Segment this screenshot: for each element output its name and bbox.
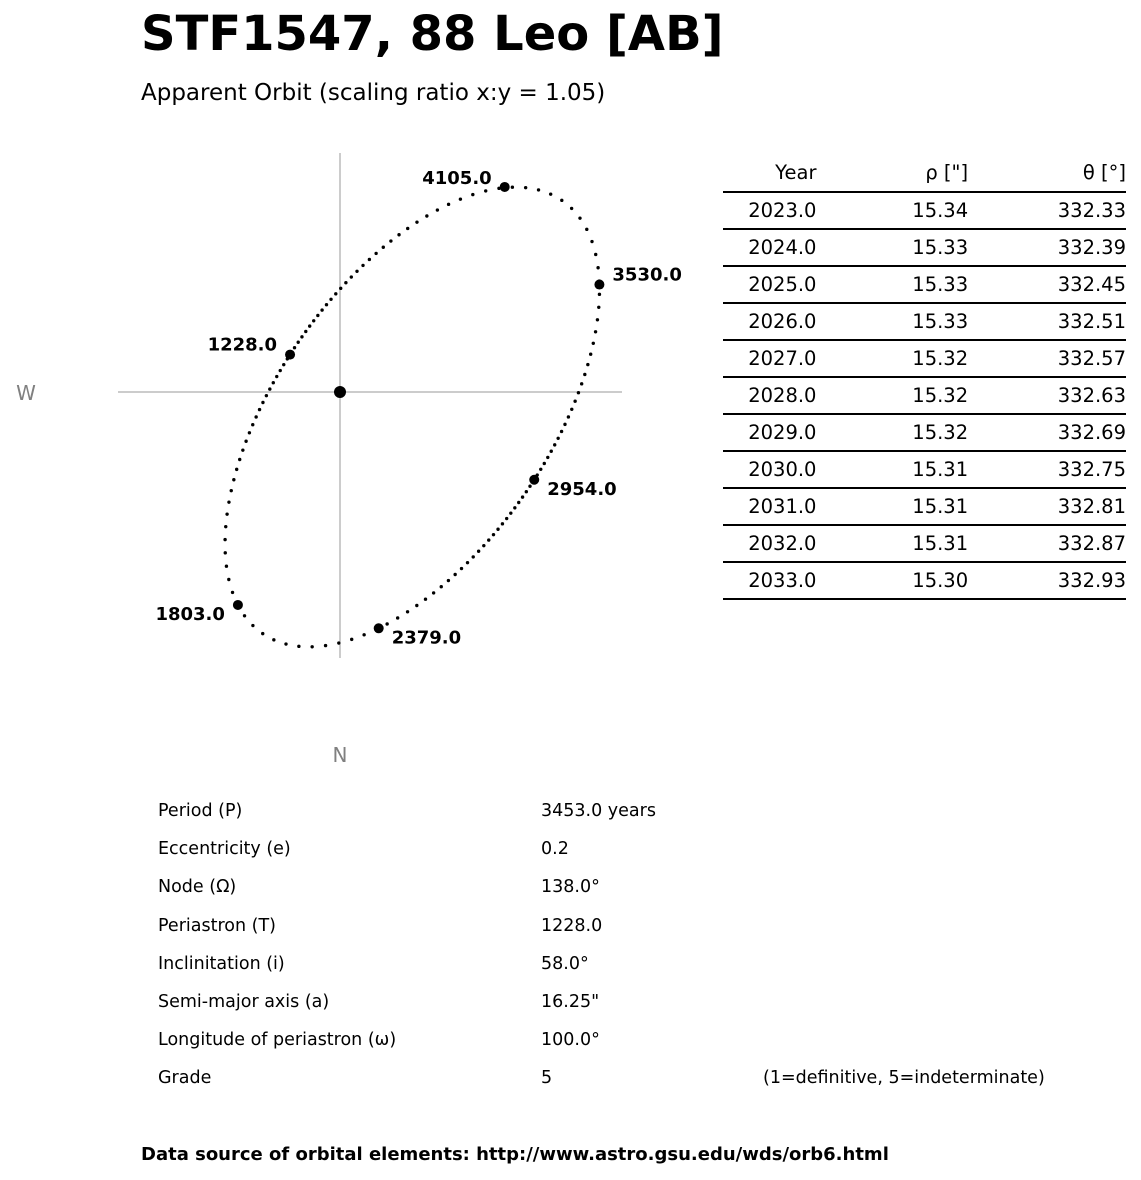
element-value: 58.0° <box>541 953 589 974</box>
orbit-path-dot <box>472 555 475 558</box>
orbit-path-dot <box>511 185 514 188</box>
orbit-path-dot <box>537 188 540 191</box>
ephemeris-row <box>723 340 1126 377</box>
epoch-marker <box>285 350 295 360</box>
orbit-path-dot <box>580 382 583 385</box>
ephemeris-year-cell: 2029.0 <box>723 414 816 451</box>
orbit-path-dot <box>447 203 450 206</box>
orbit-path-dot <box>556 437 559 440</box>
element-label: Eccentricity (e) <box>158 839 291 860</box>
ephemeris-year-cell: 2023.0 <box>723 192 816 229</box>
orbit-path-dot <box>590 240 593 243</box>
orbit-path-dot <box>578 216 581 219</box>
west-label: W <box>16 381 36 405</box>
header-rho: ρ ["] <box>816 154 968 192</box>
orbit-path-dot <box>440 585 443 588</box>
element-label: Inclinitation (i) <box>158 953 285 974</box>
element-label: Period (P) <box>158 801 243 821</box>
ephemeris-rho-cell: 15.31 <box>816 525 968 562</box>
orbit-path-dot <box>241 448 244 451</box>
orbit-path-dot <box>560 430 563 433</box>
orbit-path-dot <box>415 220 418 223</box>
orbit-path-dot <box>549 192 552 195</box>
orbit-path-dot <box>389 239 392 242</box>
orbit-path-dot <box>334 292 337 295</box>
orbit-path-dot <box>550 450 553 453</box>
ephemeris-row <box>723 266 1126 303</box>
orbit-path-dot <box>492 533 495 536</box>
orbit-path-dot <box>596 266 599 269</box>
orbit-path-dot <box>355 270 358 273</box>
orbit-path-dot <box>460 567 463 570</box>
element-note: (1=definitive, 5=indeterminate) <box>763 1068 1045 1089</box>
ephemeris-rho-cell: 15.30 <box>816 562 968 599</box>
orbit-path-dot <box>300 335 303 338</box>
orbit-path-dot <box>238 458 241 461</box>
orbit-path-dot <box>385 622 388 625</box>
orbit-path-dot <box>505 517 508 520</box>
orbit-path-dot <box>496 528 499 531</box>
orbit-path-dot <box>258 408 261 411</box>
orbit-path-dot <box>339 287 342 290</box>
orbit-path-dot <box>570 408 573 411</box>
orbit-path-dot <box>521 495 524 498</box>
ephemeris-theta-cell: 332.39 <box>968 229 1126 266</box>
orbit-path-dot <box>570 207 573 210</box>
epoch-label: 2954.0 <box>547 478 617 500</box>
orbit-path-dot <box>539 468 542 471</box>
orbit-path-dot <box>223 538 226 541</box>
ephemeris-theta-cell: 332.63 <box>968 377 1126 414</box>
chart-subtitle: Apparent Orbit (scaling ratio x:y = 1.05) <box>141 80 606 106</box>
orbit-path-dot <box>251 423 254 426</box>
orbit-path-dot <box>227 500 230 503</box>
orbit-path-dot <box>268 387 271 390</box>
orbit-path-dot <box>243 614 246 617</box>
ephemeris-rho-cell: 15.32 <box>816 414 968 451</box>
ephemeris-theta-cell: 332.75 <box>968 451 1126 488</box>
orbit-path-dot <box>577 391 580 394</box>
ephemeris-theta-cell: 332.93 <box>968 562 1126 599</box>
element-value: 3453.0 years <box>541 801 656 821</box>
orbit-path-dot <box>589 353 592 356</box>
orbit-path-dot <box>573 399 576 402</box>
orbit-path-dot <box>254 415 257 418</box>
orbit-path-dot <box>350 638 353 641</box>
orbit-path-dot <box>225 565 228 568</box>
orbit-path-dot <box>528 485 531 488</box>
ephemeris-theta-cell: 332.69 <box>968 414 1126 451</box>
ephemeris-header-row <box>723 154 1126 192</box>
orbit-path-dot <box>325 303 328 306</box>
orbit-path <box>223 185 601 648</box>
ephemeris-rho-cell: 15.31 <box>816 488 968 525</box>
orbit-path-dot <box>406 610 409 613</box>
orbit-path-dot <box>227 578 230 581</box>
orbit-path-dot <box>524 186 527 189</box>
orbit-path-dot <box>432 591 435 594</box>
orbit-path-dot <box>553 443 556 446</box>
epoch-label: 1803.0 <box>155 603 225 625</box>
ephemeris-row <box>723 525 1126 562</box>
orbit-path-dot <box>297 341 300 344</box>
orbit-path-dot <box>396 616 399 619</box>
element-label: Periastron (T) <box>158 915 276 936</box>
ephemeris-table <box>723 154 1126 600</box>
orbit-path-dot <box>230 489 233 492</box>
orbit-path-dot <box>304 330 307 333</box>
orbit-path-dot <box>594 330 597 333</box>
ephemeris-theta-cell: 332.87 <box>968 525 1126 562</box>
orbit-path-dot <box>482 544 485 547</box>
ephemeris-row <box>723 488 1126 525</box>
orbit-path-dot <box>374 252 377 255</box>
ephemeris-year-cell: 2027.0 <box>723 340 816 377</box>
orbit-path-dot <box>406 227 409 230</box>
element-value: 16.25" <box>541 991 600 1012</box>
ephemeris-theta-cell: 332.45 <box>968 266 1126 303</box>
ephemeris-rho-cell: 15.33 <box>816 303 968 340</box>
orbit-path-dot <box>598 293 601 296</box>
orbit-path-dot <box>361 264 364 267</box>
orbit-path-dot <box>224 525 227 528</box>
orbit-path-dot <box>501 522 504 525</box>
orbit-path-dot <box>513 506 516 509</box>
ephemeris-row <box>723 229 1126 266</box>
orbit-path-dot <box>592 342 595 345</box>
orbit-path-dot <box>316 314 319 317</box>
orbit-path-dot <box>560 199 563 202</box>
orbit-path-dot <box>310 645 313 648</box>
ephemeris-theta-cell: 332.51 <box>968 303 1126 340</box>
orbit-path-dot <box>477 550 480 553</box>
ephemeris-year-cell: 2032.0 <box>723 525 816 562</box>
orbit-path-dot <box>225 512 228 515</box>
orbit-path-dot <box>517 501 520 504</box>
ephemeris-row <box>723 303 1126 340</box>
orbit-path-dot <box>324 644 327 647</box>
ephemeris-theta-cell: 332.57 <box>968 340 1126 377</box>
orbit-epoch-markers <box>155 168 681 648</box>
orbit-path-dot <box>251 624 254 627</box>
ephemeris-row <box>723 414 1126 451</box>
ephemeris-year-cell: 2028.0 <box>723 377 816 414</box>
orbit-path-dot <box>597 306 600 309</box>
orbit-path-dot <box>337 641 340 644</box>
element-label: Semi-major axis (a) <box>158 991 330 1012</box>
ephemeris-rho-cell: 15.33 <box>816 266 968 303</box>
orbit-path-dot <box>596 318 599 321</box>
orbit-path-dot <box>312 319 315 322</box>
element-label: Grade <box>158 1068 212 1089</box>
header-year: Year <box>723 154 816 192</box>
ephemeris-rho-cell: 15.32 <box>816 340 968 377</box>
orbit-path-dot <box>344 281 347 284</box>
orbit-path-dot <box>585 228 588 231</box>
epoch-label: 4105.0 <box>422 167 492 189</box>
orbit-path-dot <box>275 375 278 378</box>
orbit-path-dot <box>231 591 234 594</box>
orbit-path-dot <box>272 381 275 384</box>
ephemeris-year-cell: 2025.0 <box>723 266 816 303</box>
orbit-path-dot <box>362 633 365 636</box>
epoch-marker <box>374 623 384 633</box>
ephemeris-rho-cell: 15.32 <box>816 377 968 414</box>
ephemeris-rho-cell: 15.31 <box>816 451 968 488</box>
chart-title: STF1547, 88 Leo [AB] <box>141 6 724 62</box>
ephemeris-row <box>723 562 1126 599</box>
orbit-path-dot <box>484 189 487 192</box>
orbit-path-dot <box>293 346 296 349</box>
orbit-path-dot <box>235 468 238 471</box>
orbit-path-dot <box>272 638 275 641</box>
element-value: 100.0° <box>541 1030 600 1051</box>
orbit-path-dot <box>567 415 570 418</box>
orbit-path-dot <box>459 197 462 200</box>
orbit-path-dot <box>368 258 371 261</box>
orbit-path-dot <box>436 208 439 211</box>
orbit-path-dot <box>350 275 353 278</box>
element-label: Longitude of periastron (ω) <box>158 1030 397 1051</box>
orbit-path-dot <box>546 456 549 459</box>
element-label: Node (Ω) <box>158 877 237 898</box>
epoch-marker <box>529 475 539 485</box>
element-value: 138.0° <box>541 877 600 898</box>
orbit-plot <box>0 130 700 780</box>
ephemeris-year-cell: 2031.0 <box>723 488 816 525</box>
epoch-marker <box>594 280 604 290</box>
ephemeris-theta-cell: 332.33 <box>968 192 1126 229</box>
orbit-path-dot <box>415 604 418 607</box>
ephemeris-year-cell: 2024.0 <box>723 229 816 266</box>
orbit-path-dot <box>583 373 586 376</box>
orbit-path-dot <box>509 511 512 514</box>
orbit-path-dot <box>297 645 300 648</box>
ephemeris-row <box>723 377 1126 414</box>
ephemeris-row <box>723 192 1126 229</box>
orbit-path-dot <box>425 214 428 217</box>
epoch-label: 2379.0 <box>391 627 462 649</box>
ephemeris-year-cell: 2030.0 <box>723 451 816 488</box>
epoch-marker <box>500 182 510 192</box>
ephemeris-rho-cell: 15.34 <box>816 192 968 229</box>
orbit-path-dot <box>471 193 474 196</box>
orbit-path-dot <box>586 363 589 366</box>
orbit-path-dot <box>466 561 469 564</box>
orbit-path-dot <box>382 246 385 249</box>
primary-star-marker <box>334 386 346 398</box>
data-source-footer: Data source of orbital elements: http://www.astro.gsu.edu/wds/orb6.html <box>141 1144 889 1165</box>
orbit-path-dot <box>248 431 251 434</box>
orbit-path-dot <box>543 462 546 465</box>
orbit-path-dot <box>320 308 323 311</box>
header-theta: θ [°] <box>968 154 1126 192</box>
orbit-path-dot <box>279 369 282 372</box>
orbit-path-dot <box>594 253 597 256</box>
epoch-label: 1228.0 <box>207 334 278 356</box>
element-value: 1228.0 <box>541 915 603 936</box>
orbit-path-dot <box>244 440 247 443</box>
orbit-path-dot <box>525 490 528 493</box>
orbit-path-dot <box>261 401 264 404</box>
north-label: N <box>332 743 348 767</box>
orbit-path-dot <box>424 598 427 601</box>
ephemeris-year-cell: 2026.0 <box>723 303 816 340</box>
epoch-marker <box>233 600 243 610</box>
orbit-path-dot <box>563 423 566 426</box>
ephemeris-rho-cell: 15.33 <box>816 229 968 266</box>
ephemeris-theta-cell: 332.81 <box>968 488 1126 525</box>
epoch-label: 3530.0 <box>612 264 682 286</box>
orbit-path-dot <box>261 632 264 635</box>
orbit-path-dot <box>453 573 456 576</box>
orbit-path-dot <box>265 394 268 397</box>
orbit-path-dot <box>232 478 235 481</box>
orbit-path-dot <box>308 324 311 327</box>
orbit-path-dot <box>329 298 332 301</box>
orbit-path-dot <box>397 233 400 236</box>
orbit-path-dot <box>447 579 450 582</box>
orbit-path-dot <box>284 642 287 645</box>
element-value: 0.2 <box>541 839 569 860</box>
orbit-path-dot <box>282 363 285 366</box>
ephemeris-year-cell: 2033.0 <box>723 562 816 599</box>
orbit-path-dot <box>224 551 227 554</box>
orbit-path-dot <box>487 538 490 541</box>
ephemeris-row <box>723 451 1126 488</box>
element-value: 5 <box>541 1068 553 1089</box>
